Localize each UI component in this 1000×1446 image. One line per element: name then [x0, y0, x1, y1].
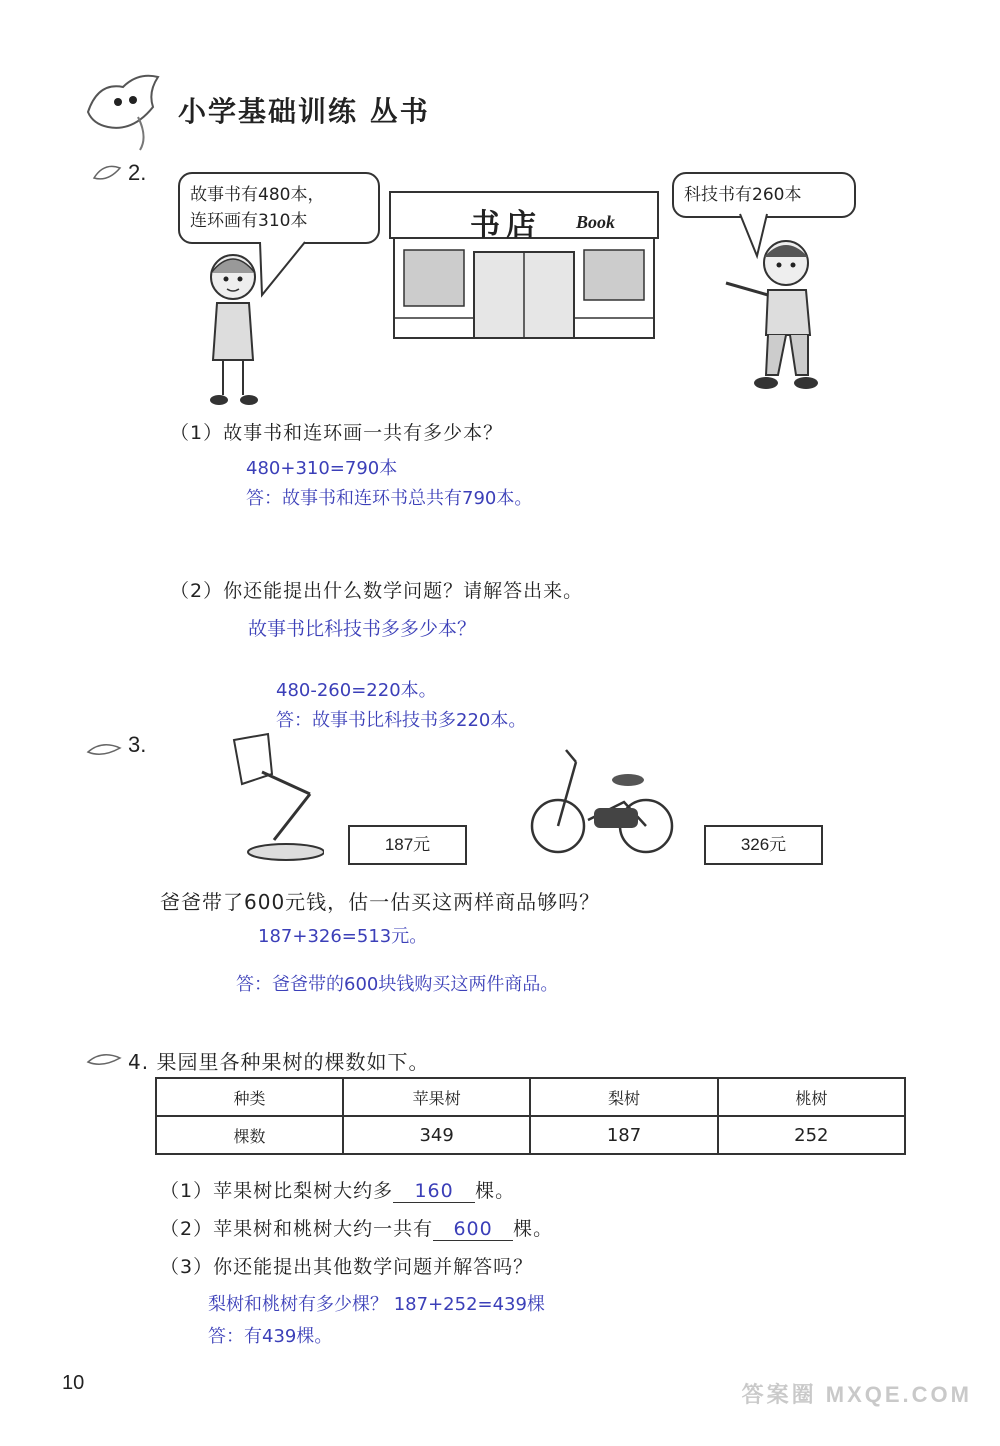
- girl-bubble-line2: 连环画有310本: [190, 211, 308, 231]
- boy-speech-bubble: 科技书有260本: [672, 172, 856, 218]
- q2-sub2-answer-text: 答：故事书比科技书多220本。: [276, 710, 527, 731]
- girl-illustration: [195, 245, 275, 415]
- q4-sub2: [160, 1214, 553, 1241]
- table-header-cell: 种类: [156, 1078, 343, 1116]
- q2-sub1-question: （1）故事书和连环画一共有多少本？: [170, 422, 504, 444]
- q4-intro: 4. 果园里各种果树的棵数如下。: [128, 1050, 430, 1074]
- watermark: 答案圈 MXQE.COM: [741, 1382, 972, 1407]
- q3-number: 3.: [128, 732, 147, 757]
- table-header-row: [156, 1078, 905, 1116]
- girl-speech-bubble: [178, 172, 380, 244]
- q4-sub2-answer-blank: 600: [433, 1218, 513, 1241]
- q4-sub2-prefix: （2）苹果树和桃树大约一共有: [160, 1218, 434, 1240]
- q4-sub1-prefix: （1）苹果树比梨树大约多: [160, 1180, 394, 1202]
- leaf-bullet-icon: [86, 1050, 122, 1068]
- fruit-tree-table: [155, 1077, 906, 1155]
- q4-sub1-answer-blank: 160: [393, 1180, 475, 1203]
- table-cell: 棵数: [156, 1116, 343, 1154]
- table-row: [156, 1116, 905, 1154]
- page-number: 10: [62, 1372, 85, 1394]
- q4-sub2-suffix: 棵。: [513, 1218, 554, 1240]
- q2-sub2-answer-question: 故事书比科技书多多少本？: [248, 618, 477, 640]
- lamp-price-box: 187元: [348, 825, 467, 865]
- q3-answer-text: 答：爸爸带的600块钱购买这两件商品。: [236, 974, 559, 995]
- bicycle-illustration: [528, 742, 676, 858]
- q4-sub1: [160, 1176, 515, 1203]
- mascot-logo: [78, 62, 173, 152]
- q3-answer-calc: 187+326=513元。: [258, 926, 428, 947]
- table-header-cell: 桃树: [718, 1078, 905, 1116]
- series-title: 小学基础训练 丛书: [178, 95, 430, 128]
- q4-sub3-answer-line1: 梨树和桃树有多少棵？ 187+252=439棵: [208, 1294, 545, 1315]
- store-sign-en: Book: [576, 212, 616, 232]
- desk-lamp-illustration: [228, 732, 324, 864]
- q2-sub1-answer-calc: 480+310=790本: [246, 458, 398, 479]
- girl-bubble-line1: 故事书有480本，: [190, 185, 325, 205]
- leaf-bullet-icon: [92, 160, 122, 182]
- bike-price-box: 326元: [704, 825, 823, 865]
- table-cell: 252: [718, 1116, 905, 1154]
- q2-sub2-answer-calc: 480-260=220本。: [276, 680, 437, 701]
- table-header-cell: 苹果树: [343, 1078, 530, 1116]
- table-header-cell: 梨树: [530, 1078, 717, 1116]
- table-cell: 349: [343, 1116, 530, 1154]
- boy-illustration: [716, 235, 831, 405]
- q2-sub2-question: （2）你还能提出什么数学问题？请解答出来。: [170, 580, 584, 602]
- q2-number: 2.: [128, 160, 147, 185]
- leaf-bullet-icon: [86, 740, 122, 758]
- q4-sub3-question: （3）你还能提出其他数学问题并解答吗？: [160, 1256, 534, 1278]
- table-cell: 187: [530, 1116, 717, 1154]
- q4-sub3-answer-line2: 答：有439棵。: [208, 1326, 333, 1347]
- q4-sub1-suffix: 棵。: [475, 1180, 516, 1202]
- q2-sub1-answer-text: 答：故事书和连环书总共有790本。: [246, 488, 533, 509]
- store-sign: 书店: [470, 208, 542, 243]
- q3-question: 爸爸带了600元钱，估一估买这两样商品够吗？: [160, 890, 601, 914]
